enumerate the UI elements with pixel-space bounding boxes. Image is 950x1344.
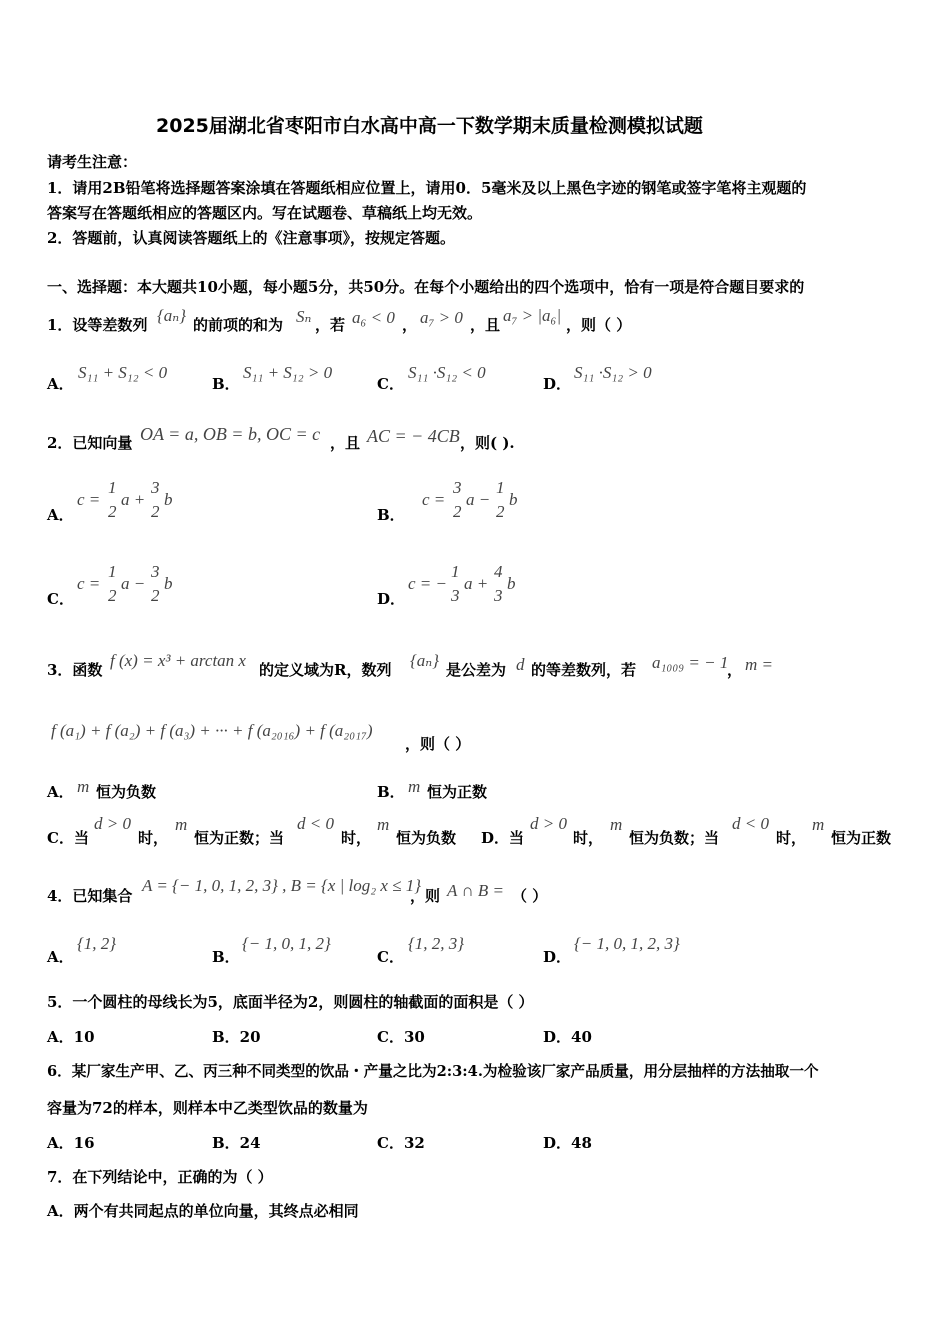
q4-option-b-label: B． — [212, 948, 240, 966]
q2-stem-end: ，则( ). — [460, 434, 515, 452]
q5-stem: 5．一个圆柱的母线长为5，底面半径为2，则圆柱的轴截面的面积是（ ） — [47, 993, 534, 1011]
q6-stem-line-2: 容量为72的样本，则样本中乙类型饮品的数量为 — [47, 1099, 368, 1117]
q3-option-a-m: m — [77, 777, 90, 796]
q1-cond-1: a₆ < 0 — [352, 308, 395, 327]
q2-option-c-label: C． — [47, 590, 74, 608]
q2-d-v1: a + — [464, 574, 489, 593]
q3-option-c-label: C．当 — [47, 829, 89, 847]
q7-option-a: A．两个有共同起点的单位向量，其终点必相同 — [47, 1202, 359, 1220]
q1-comma-1: ，若 — [315, 316, 346, 334]
q3-option-c-text-1: 时， — [138, 829, 169, 847]
q1-cond-3: a₇ > |a₆| — [503, 306, 562, 325]
q1-comma-2: ， — [402, 316, 418, 334]
q5-option-a: A．10 — [47, 1028, 95, 1046]
q3-d-math: d — [516, 655, 525, 674]
q4-stem-mid: ，则 — [410, 887, 441, 905]
page-title: 2025届湖北省枣阳市白水高中高一下数学期末质量检测模拟试题 — [156, 115, 703, 137]
q1-option-c-math: S₁₁ ·S₁₂ < 0 — [408, 363, 486, 382]
q2-c-v1: a − — [121, 574, 146, 593]
q2-d-n1: 1 — [451, 562, 460, 581]
q3-function-math: f (x) = x³ + arctan x — [110, 651, 246, 670]
q2-option-d-label: D． — [377, 590, 406, 608]
q1-seq-math: {aₙ} — [157, 306, 186, 325]
q2-a-d2: 2 — [151, 502, 160, 521]
notice-line-1b: 答案写在答题纸相应的答题区内。写在试题卷、草稿纸上均无效。 — [47, 204, 483, 222]
q2-b-n2: 1 — [496, 478, 505, 497]
q3-stem-mid-1: 的定义域为R，数列 — [259, 661, 392, 679]
q2-c-n2: 3 — [151, 562, 160, 581]
q1-option-b-label: B． — [212, 375, 240, 393]
q4-expr-math: A ∩ B = — [447, 881, 504, 900]
q3-stem-end: ，则（ ） — [405, 735, 471, 753]
q3-option-c-m-1: m — [175, 815, 188, 834]
q2-c-lhs: c = — [77, 574, 101, 593]
q2-b-lhs: c = — [422, 490, 446, 509]
q1-option-c-label: C． — [377, 375, 404, 393]
q2-d-d1: 3 — [451, 586, 460, 605]
q3-option-a-text: 恒为负数 — [96, 783, 157, 801]
q2-c-d2: 2 — [151, 586, 160, 605]
q3-option-b-label: B． — [377, 783, 405, 801]
q3-stem-prefix: 3．函数 — [47, 661, 103, 679]
q3-stem-mid-3: 的等差数列，若 — [531, 661, 637, 679]
q1-option-d-math: S₁₁ ·S₁₂ > 0 — [574, 363, 652, 382]
section-heading: 一、选择题：本大题共10小题，每小题5分，共50分。在每个小题给出的四个选项中，恰有一项是符合题目要求的 — [47, 278, 805, 296]
q7-stem: 7．在下列结论中，正确的为（ ） — [47, 1168, 273, 1186]
q3-option-a-label: A． — [47, 783, 74, 801]
q1-option-d-label: D． — [543, 375, 572, 393]
q3-stem-mid-2: 是公差为 — [446, 661, 507, 679]
q2-d-n2: 4 — [494, 562, 503, 581]
q2-option-b-label: B． — [377, 506, 405, 524]
q4-stem-end: （ ） — [512, 887, 548, 905]
q3-option-d-text-1: 时， — [573, 829, 604, 847]
q4-option-d-math: {− 1, 0, 1, 2, 3} — [574, 934, 680, 953]
q6-option-d: D．48 — [543, 1134, 592, 1152]
q6-option-b: B．24 — [212, 1134, 261, 1152]
q1-option-a-math: S₁₁ + S₁₂ < 0 — [78, 363, 168, 382]
q2-b-d2: 2 — [496, 502, 505, 521]
q3-condition-math: a₁₀₀₉ = − 1 — [652, 653, 729, 672]
q1-stem-prefix: 1．设等差数列 — [47, 316, 148, 334]
q1-stem-mid: 的前项的和为 — [193, 316, 284, 334]
q3-option-b-m: m — [408, 777, 421, 796]
q6-stem-line-1: 6．某厂家生产甲、乙、丙三种不同类型的饮品・产量之比为2:3:4.为检验该厂家产品质量，用分层抽样的方法抽取一个 — [47, 1063, 819, 1080]
q1-sn-math: Sₙ — [296, 307, 312, 326]
q2-vectors-math: OA = a, OB = b, OC = c — [140, 424, 321, 444]
q3-option-c-text-2: 恒为正数；当 — [194, 829, 285, 847]
q3-m-math: m = — [745, 655, 773, 674]
q2-stem-prefix: 2．已知向量 — [47, 434, 133, 452]
q3-option-c-text-3: 时， — [341, 829, 372, 847]
q4-option-b-math: {− 1, 0, 1, 2} — [242, 934, 331, 953]
q3-option-d-m-1: m — [610, 815, 623, 834]
q5-option-c: C．30 — [377, 1028, 425, 1046]
q3-option-d-label: D．当 — [481, 829, 525, 847]
q4-option-a-math: {1, 2} — [77, 934, 117, 953]
q5-option-b: B．20 — [212, 1028, 261, 1046]
q3-option-c-text-4: 恒为负数 — [396, 829, 457, 847]
q5-option-d: D．40 — [543, 1028, 592, 1046]
q2-a-n1: 1 — [108, 478, 117, 497]
q4-option-c-label: C． — [377, 948, 404, 966]
q4-stem-prefix: 4．已知集合 — [47, 887, 133, 905]
q2-a-v2: b — [164, 490, 173, 509]
q2-a-v1: a + — [121, 490, 146, 509]
q2-c-n1: 1 — [108, 562, 117, 581]
q1-option-a-label: A． — [47, 375, 74, 393]
q3-option-d-text-4: 恒为正数 — [831, 829, 892, 847]
q4-option-d-label: D． — [543, 948, 572, 966]
q2-a-n2: 3 — [151, 478, 160, 497]
q2-b-v1: a − — [466, 490, 491, 509]
q2-a-d1: 2 — [108, 502, 117, 521]
notice-line-1a: 1．请用2B铅笔将选择题答案涂填在答题纸相应位置上，请用0．5毫米及以上黑色字迹的钢笔或签字笔将主观题的 — [47, 179, 807, 197]
q2-c-v2: b — [164, 574, 173, 593]
q2-c-d1: 2 — [108, 586, 117, 605]
q1-comma-3: ，且 — [470, 316, 501, 334]
q3-option-c-cond-2: d < 0 — [297, 814, 334, 833]
q2-b-n1: 3 — [453, 478, 462, 497]
q4-option-a-label: A． — [47, 948, 74, 966]
q3-option-c-m-2: m — [377, 815, 390, 834]
q1-stem-end: ，则（ ） — [566, 316, 632, 334]
q2-a-lhs: c = — [77, 490, 101, 509]
q3-option-d-text-2: 恒为负数；当 — [629, 829, 720, 847]
q3-option-d-text-3: 时， — [776, 829, 807, 847]
q1-option-b-math: S₁₁ + S₁₂ > 0 — [243, 363, 333, 382]
q3-seq-math: {aₙ} — [410, 651, 439, 670]
q2-b-d1: 2 — [453, 502, 462, 521]
q3-option-d-m-2: m — [812, 815, 825, 834]
notice-line-2: 2．答题前，认真阅读答题纸上的《注意事项》，按规定答题。 — [47, 229, 455, 247]
q1-cond-2: a₇ > 0 — [420, 308, 463, 327]
q3-option-d-cond-2: d < 0 — [732, 814, 769, 833]
q4-sets-math: A = {− 1, 0, 1, 2, 3} , B = {x | log₂ x ≤ 1} — [142, 876, 422, 895]
notice-heading: 请考生注意： — [47, 153, 138, 171]
q2-d-lhs: c = − — [408, 574, 447, 593]
q2-b-v2: b — [509, 490, 518, 509]
q3-option-c-cond-1: d > 0 — [94, 814, 131, 833]
q3-option-b-text: 恒为正数 — [427, 783, 488, 801]
q6-option-a: A．16 — [47, 1134, 95, 1152]
q3-option-d-cond-1: d > 0 — [530, 814, 567, 833]
q3-sum-math: f (a₁) + f (a₂) + f (a₃) + ··· + f (a₂₀₁₆) + f (a₂₀₁₇) — [51, 721, 373, 740]
q2-condition-math: AC = − 4CB — [367, 426, 460, 446]
q3-comma: ， — [727, 661, 743, 679]
q4-option-c-math: {1, 2, 3} — [408, 934, 465, 953]
q2-stem-mid: ，且 — [330, 434, 361, 452]
q6-option-c: C．32 — [377, 1134, 425, 1152]
q2-d-v2: b — [507, 574, 516, 593]
q2-d-d2: 3 — [494, 586, 503, 605]
q2-option-a-label: A． — [47, 506, 74, 524]
